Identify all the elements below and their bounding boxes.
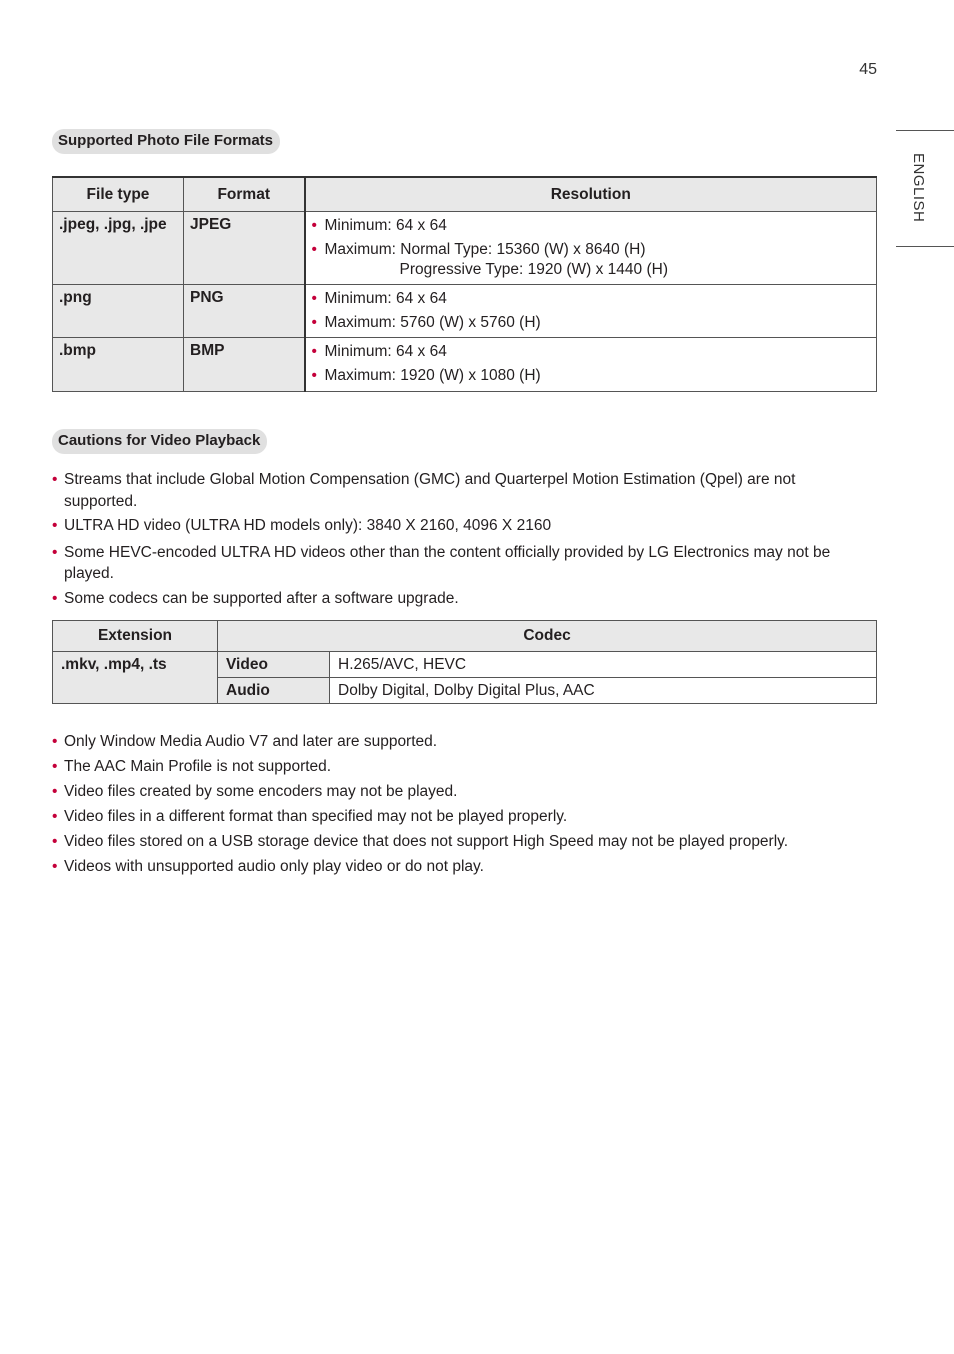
- list-item: [312, 238, 871, 262]
- caution-text: Some codecs can be supported after a software upgrade.: [64, 589, 459, 607]
- list-item: [52, 729, 852, 754]
- header-file-type: File type: [53, 177, 184, 212]
- video-section-title: Cautions for Video Playback: [52, 429, 267, 454]
- bullet-icon: •: [311, 290, 317, 307]
- list-item: [52, 829, 852, 854]
- header-format: Format: [184, 177, 305, 212]
- list-item: [52, 754, 852, 779]
- resolution-cell: [305, 338, 877, 392]
- page-number: 45: [859, 61, 877, 78]
- resolution-min: Minimum: 64 x 64: [324, 343, 447, 360]
- format-cell: BMP: [184, 338, 305, 392]
- bullet-icon: •: [311, 343, 317, 360]
- list-item: [312, 287, 871, 311]
- codec-type-cell: Video: [218, 652, 330, 678]
- table-header-row: [53, 177, 877, 212]
- caution-text: Some HEVC-encoded ULTRA HD videos other than the content officially provided by LG Electronics may not be played.: [64, 543, 831, 582]
- resolution-max: Maximum: 5760 (W) x 5760 (H): [324, 314, 541, 331]
- resolution-min: Minimum: 64 x 64: [324, 217, 447, 234]
- list-item: [312, 214, 871, 238]
- list-item: [52, 515, 852, 537]
- resolution-max-continued: Progressive Type: 1920 (W) x 1440 (H): [399, 261, 668, 278]
- table-row: [53, 652, 877, 678]
- table-header-row: [53, 621, 877, 652]
- list-item: [52, 469, 852, 512]
- format-cell: PNG: [184, 285, 305, 338]
- list-item: [312, 311, 871, 335]
- codec-table: [52, 620, 877, 704]
- bullet-icon: •: [52, 783, 58, 800]
- file-type-cell: .jpeg, .jpg, .jpe: [53, 212, 184, 285]
- list-item: [312, 340, 871, 364]
- note-text: Videos with unsupported audio only play video or do not play.: [64, 858, 484, 875]
- note-text: Video files stored on a USB storage device that does not support High Speed may not be played properly.: [64, 833, 789, 850]
- file-type-cell: .png: [53, 285, 184, 338]
- resolution-cell: [305, 212, 877, 285]
- header-extension: Extension: [53, 621, 218, 652]
- format-cell: JPEG: [184, 212, 305, 285]
- bullet-icon: •: [52, 517, 58, 534]
- bullet-icon: •: [52, 808, 58, 825]
- codec-type-cell: Audio: [218, 678, 330, 704]
- notes-list: [52, 729, 852, 879]
- caution-text: Streams that include Global Motion Compensation (GMC) and Quarterpel Motion Estimation (Qpel) are not supported.: [64, 471, 796, 510]
- cautions-list: [52, 469, 852, 609]
- list-item: [312, 364, 871, 388]
- table-row: [53, 338, 877, 392]
- resolution-max: Maximum: 1920 (W) x 1080 (H): [324, 367, 541, 384]
- file-type-cell: .bmp: [53, 338, 184, 392]
- note-text: The AAC Main Profile is not supported.: [64, 758, 332, 775]
- note-text: Only Window Media Audio V7 and later are supported.: [64, 733, 438, 750]
- bullet-icon: •: [52, 471, 58, 488]
- language-tab: [896, 130, 954, 247]
- resolution-cell: [305, 285, 877, 338]
- table-row: [53, 212, 877, 285]
- bullet-icon: •: [311, 217, 317, 234]
- note-text: Video files in a different format than specified may not be played properly.: [64, 808, 568, 825]
- list-item: [52, 588, 852, 610]
- list-item: [52, 779, 852, 804]
- header-codec: Codec: [218, 621, 877, 652]
- bullet-icon: •: [311, 367, 317, 384]
- table-row: [53, 285, 877, 338]
- photo-section-title: Supported Photo File Formats: [52, 129, 280, 154]
- bullet-icon: •: [311, 314, 317, 331]
- bullet-icon: •: [52, 833, 58, 850]
- extension-cell: .mkv, .mp4, .ts: [53, 652, 218, 704]
- codec-value-cell: H.265/AVC, HEVC: [330, 652, 877, 678]
- bullet-icon: •: [52, 758, 58, 775]
- list-item: [52, 804, 852, 829]
- bullet-icon: •: [52, 858, 58, 875]
- photo-formats-table: [52, 176, 877, 392]
- bullet-icon: •: [311, 241, 317, 258]
- header-resolution: Resolution: [305, 177, 877, 212]
- bullet-icon: •: [52, 733, 58, 750]
- caution-text: ULTRA HD video (ULTRA HD models only): 3840 X 2160, 4096 X 2160: [64, 517, 552, 534]
- list-item: [52, 542, 852, 585]
- language-tab-label: ENGLISH: [910, 153, 927, 223]
- bullet-icon: •: [52, 543, 58, 561]
- codec-value-cell: Dolby Digital, Dolby Digital Plus, AAC: [330, 678, 877, 704]
- list-item: [52, 854, 852, 879]
- bullet-icon: •: [52, 589, 58, 607]
- note-text: Video files created by some encoders may not be played.: [64, 783, 458, 800]
- resolution-min: Minimum: 64 x 64: [324, 290, 447, 307]
- resolution-max: Maximum: Normal Type: 15360 (W) x 8640 (H): [324, 241, 646, 258]
